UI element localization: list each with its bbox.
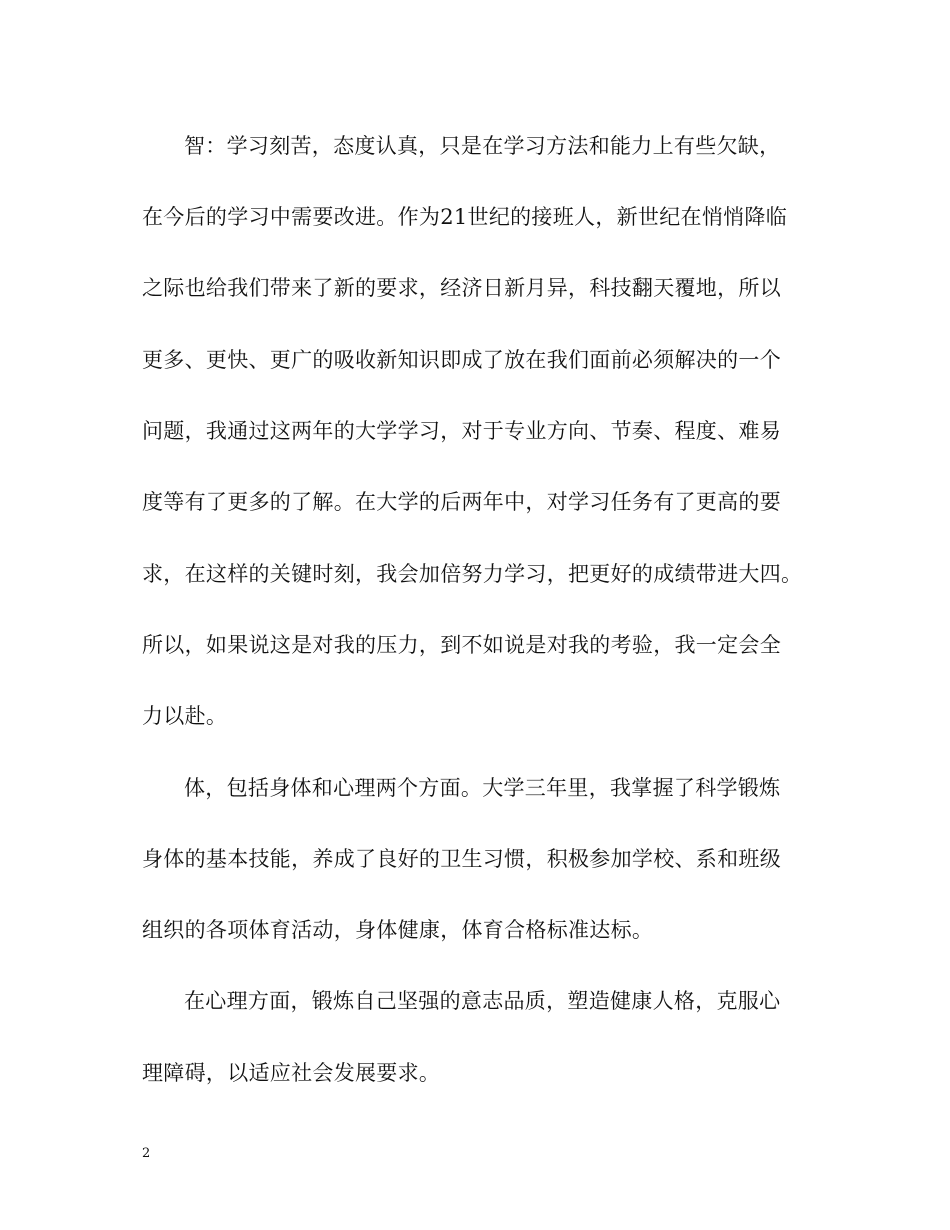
text-line: 力以赴。 (142, 704, 228, 728)
text-line: 度等有了更多的了解。在大学的后两年中，对学习任务有了更高的要 (142, 490, 781, 514)
text-line: 体，包括身体和心理两个方面。大学三年里，我掌握了科学锻炼 (184, 776, 781, 800)
text-line: 身体的基本技能，养成了良好的卫生习惯，积极参加学校、系和班级 (142, 847, 781, 871)
text-line: 问题，我通过这两年的大学学习，对于专业方向、节奏、程度、难易 (142, 419, 781, 443)
text-line: 理障碍，以适应社会发展要求。 (142, 1061, 441, 1085)
text-line: 智：学习刻苦，态度认真，只是在学习方法和能力上有些欠缺， (184, 134, 781, 158)
text-line: 所以，如果说这是对我的压力，到不如说是对我的考验，我一定会全 (142, 633, 781, 657)
text-line: 之际也给我们带来了新的要求，经济日新月异，科技翻天覆地，所以 (142, 276, 781, 300)
text-line: 求，在这样的关键时刻，我会加倍努力学习，把更好的成绩带进大四。 (142, 562, 803, 586)
text-line: 更多、更快、更广的吸收新知识即成了放在我们面前必须解决的一个 (142, 348, 781, 372)
text-line: 在今后的学习中需要改进。作为21世纪的接班人，新世纪在悄悄降临 (142, 205, 788, 229)
page-number: 2 (142, 1146, 151, 1161)
text-line: 组织的各项体育活动，身体健康，体育合格标准达标。 (142, 918, 654, 942)
text-line: 在心理方面，锻炼自己坚强的意志品质，塑造健康人格，克服心 (184, 989, 781, 1013)
